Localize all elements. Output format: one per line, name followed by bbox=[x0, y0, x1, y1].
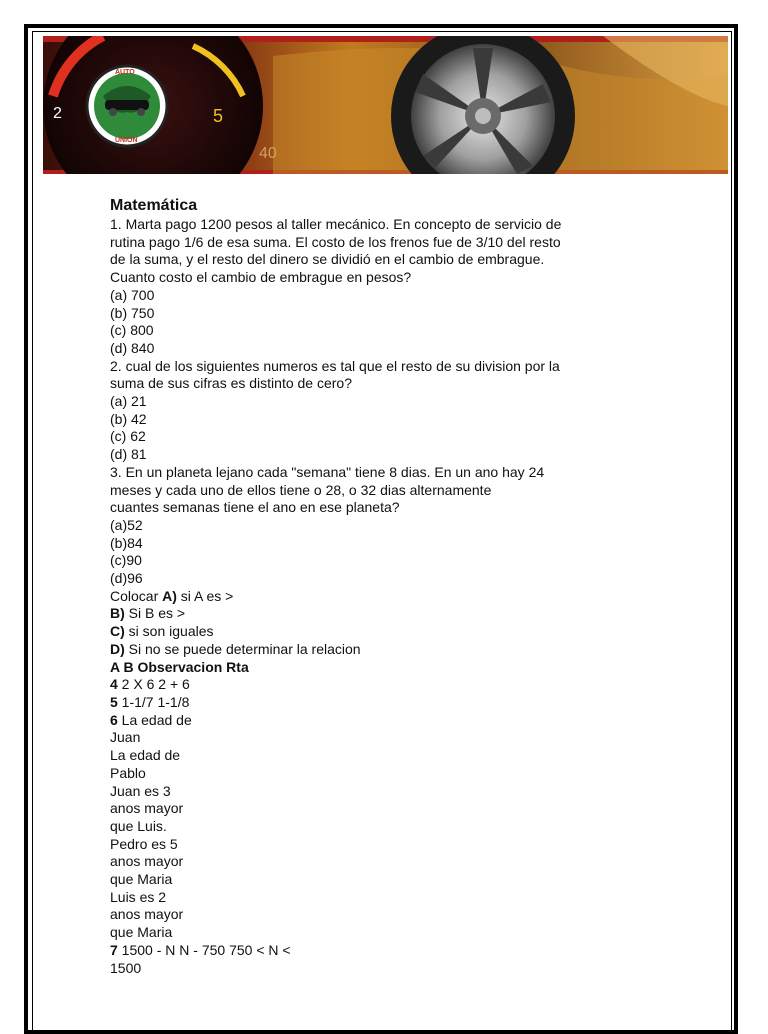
row-6-line: que Maria bbox=[110, 924, 173, 941]
row-6-line: anos mayor bbox=[110, 853, 184, 870]
question-3-option: (d)96 bbox=[110, 570, 143, 587]
question-2-line: suma de sus cifras es distinto de cero? bbox=[110, 375, 353, 392]
row-6-line: Juan es 3 bbox=[110, 782, 171, 799]
row-6-line: que Luis. bbox=[110, 817, 167, 834]
row-6-line: Juan bbox=[110, 729, 141, 746]
instruction-text: Si B es > bbox=[124, 605, 186, 622]
question-2-option: (c) 62 bbox=[110, 428, 146, 445]
question-3-option: (a)52 bbox=[110, 516, 143, 533]
row-text: La edad de bbox=[117, 711, 192, 728]
auto-union-logo bbox=[87, 66, 167, 146]
question-3-line: meses y cada uno de ellos tiene o 28, o 32 dias alternamente bbox=[110, 481, 492, 498]
instruction-text: Si no se puede determinar la relacion bbox=[124, 640, 361, 657]
row-text: 1-1/7 1-1/8 bbox=[117, 693, 190, 710]
row-6-line: anos mayor bbox=[110, 800, 184, 817]
question-3-option: (c)90 bbox=[110, 552, 142, 569]
question-2-line: 2. cual de los siguientes numeros es tal que el resto de su division por la bbox=[110, 357, 560, 374]
question-1-option: (b) 750 bbox=[110, 304, 155, 321]
question-3-line: cuantes semanas tiene el ano en ese planeta? bbox=[110, 499, 400, 516]
question-1-option: (d) 840 bbox=[110, 339, 155, 356]
instruction-label: C) bbox=[110, 623, 125, 640]
table-row-4 bbox=[110, 676, 630, 694]
question-1-option: (c) 800 bbox=[110, 322, 154, 339]
document-body bbox=[110, 196, 630, 977]
question-3-line: 3. En un planeta lejano cada "semana" tiene 8 dias. En un ano hay 24 bbox=[110, 463, 545, 480]
row-text: 2 X 6 2 + 6 bbox=[117, 676, 190, 693]
gauge-number: 2 bbox=[53, 105, 62, 122]
document-title: Matemática bbox=[110, 197, 198, 214]
row-6-line: que Maria bbox=[110, 871, 173, 888]
question-1-option: (a) 700 bbox=[110, 286, 155, 303]
instruction-label: A) bbox=[162, 587, 177, 604]
instruction-label: B) bbox=[110, 605, 125, 622]
question-1-line: de la suma, y el resto del dinero se dividió en el cambio de embrague. bbox=[110, 251, 545, 268]
header-banner bbox=[43, 36, 728, 174]
instruction-label: D) bbox=[110, 640, 125, 657]
instruction-b bbox=[110, 605, 630, 623]
row-number: 7 bbox=[110, 941, 118, 958]
row-number: 6 bbox=[110, 711, 118, 728]
logo-text-top: AUTO bbox=[115, 69, 135, 76]
instruction-text: si A es > bbox=[176, 587, 234, 604]
row-number: 5 bbox=[110, 693, 118, 710]
row-6-line: Luis es 2 bbox=[110, 888, 167, 905]
question-1-line: Cuanto costo el cambio de embrague en pesos? bbox=[110, 269, 412, 286]
question-2-option: (a) 21 bbox=[110, 393, 147, 410]
row-6-line: anos mayor bbox=[110, 906, 184, 923]
table-header bbox=[110, 659, 630, 677]
table-row-6 bbox=[110, 712, 630, 730]
instruction-text: si son iguales bbox=[124, 623, 214, 640]
question-1-line: 1. Marta pago 1200 pesos al taller mecánico. En concepto de servicio de bbox=[110, 216, 562, 232]
instruction-d bbox=[110, 641, 630, 659]
row-text: 1500 - N N - 750 750 < N < bbox=[117, 941, 291, 958]
question-1-line: rutina pago 1/6 de esa suma. El costo de los frenos fue de 3/10 del resto bbox=[110, 233, 561, 250]
instruction-c bbox=[110, 623, 630, 641]
question-3-option: (b)84 bbox=[110, 534, 143, 551]
banner-artwork bbox=[43, 36, 728, 174]
instruction-a bbox=[110, 588, 630, 606]
row-7-tail: 1500 bbox=[110, 959, 142, 976]
table-row-7 bbox=[110, 942, 630, 960]
table-header-text: A B Observacion Rta bbox=[110, 658, 249, 675]
gauge-number: 5 bbox=[213, 106, 224, 126]
instruction-prefix: Colocar bbox=[110, 587, 163, 604]
row-6-line: Pedro es 5 bbox=[110, 835, 178, 852]
question-2-option: (d) 81 bbox=[110, 446, 147, 463]
row-number: 4 bbox=[110, 676, 118, 693]
question-2-option: (b) 42 bbox=[110, 410, 147, 427]
gauge-number: 40 bbox=[259, 145, 277, 162]
table-row-5 bbox=[110, 694, 630, 712]
logo-text-bottom: UNION bbox=[115, 137, 138, 144]
row-6-line: Pablo bbox=[110, 764, 146, 781]
row-6-line: La edad de bbox=[110, 747, 181, 764]
